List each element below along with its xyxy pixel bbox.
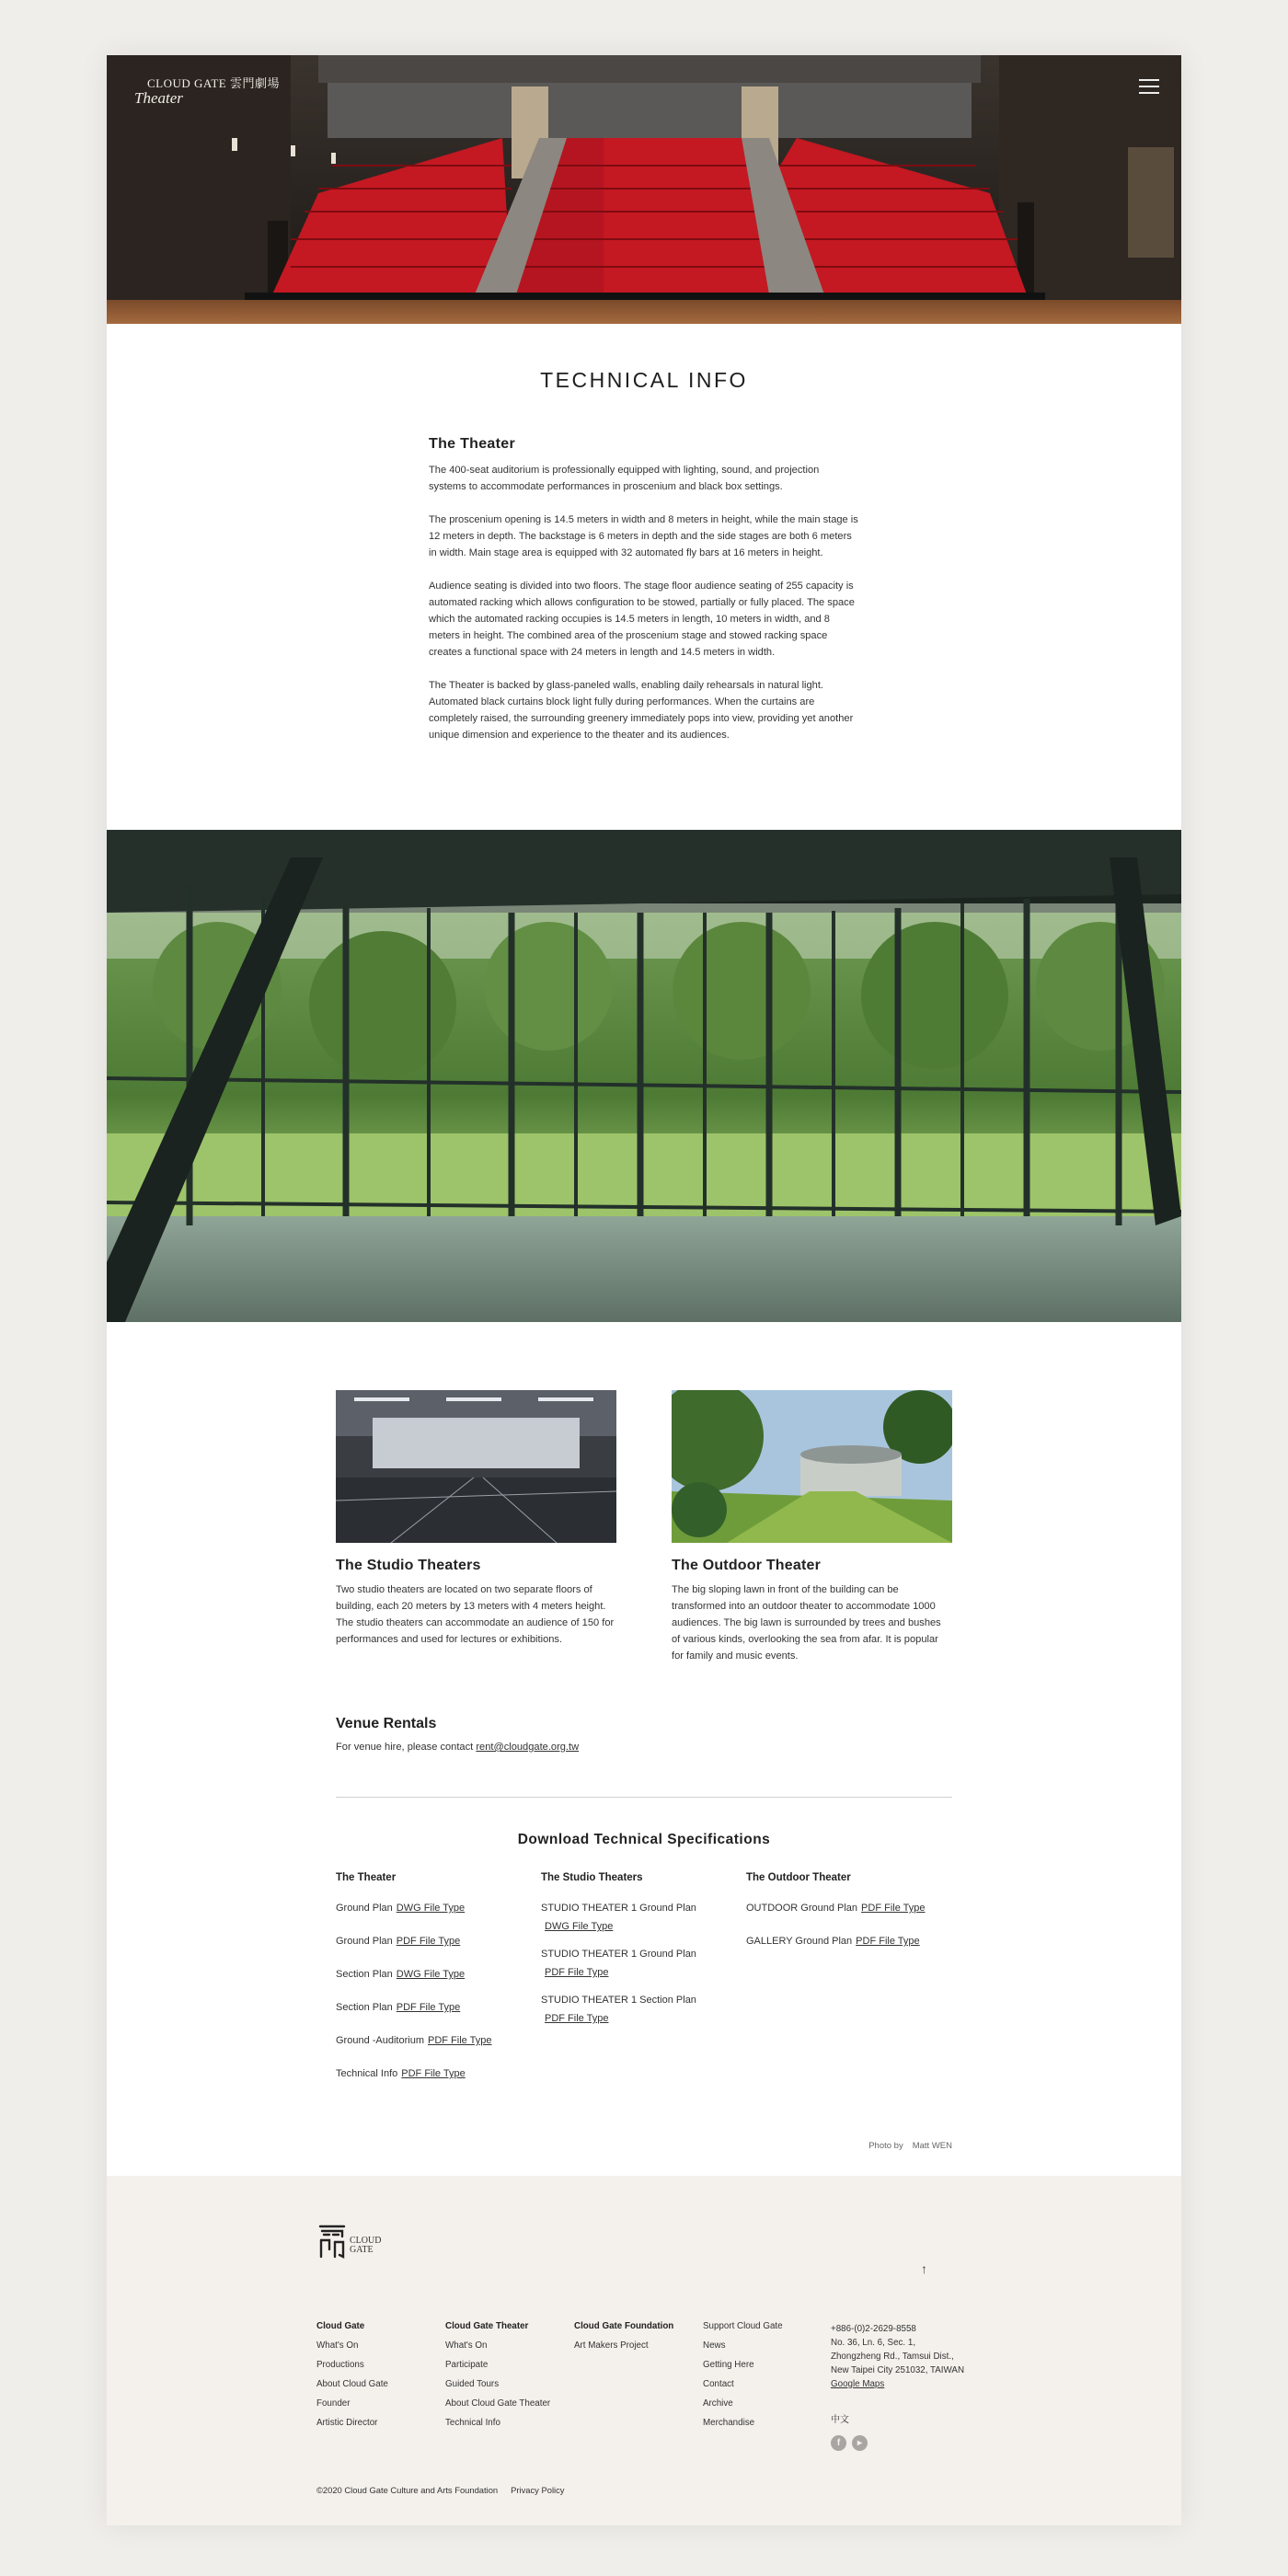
downloads-outdoor-column (746, 1872, 949, 1965)
download-link[interactable]: DWG File Type (545, 1921, 614, 1932)
download-link[interactable]: PDF File Type (396, 2002, 461, 2013)
download-label: Ground -Auditorium (336, 2035, 424, 2046)
download-item (336, 2031, 538, 2050)
outdoor-description: The big sloping lawn in front of the building can be transformed into an outdoor theater to accommodate 1000 audiences. The big lawn is surrounded by trees and bushes of various kinds, overlooking the sea from afar. It is popular for family and music events. (672, 1584, 941, 1662)
footer-link[interactable]: Getting Here (703, 2360, 754, 2370)
footer-logo-line-2: GATE (350, 2245, 374, 2255)
page-title: TECHNICAL INFO (540, 368, 748, 392)
downloads-theater-column (336, 1872, 538, 2098)
download-label: STUDIO THEATER 1 Ground Plan (541, 1949, 696, 1960)
download-label: Ground Plan (336, 1903, 393, 1914)
download-item (541, 1991, 743, 2028)
download-item (746, 1899, 949, 1917)
glass-hall-photo (107, 830, 1181, 1322)
theater-paragraph: The Theater is backed by glass-paneled walls, enabling daily rehearsals in natural light. Automated black curtains block light fully during performances. When the curtains are completely raised, the surrounding greenery immediately pops into view, providing yet another unique dimension and experience to the theater and its audiences. (429, 680, 854, 741)
download-item (336, 2064, 538, 2083)
theater-section (429, 436, 859, 760)
photo-credit-name: Matt WEN (912, 2141, 952, 2151)
footer-heading[interactable]: Cloud Gate (316, 2321, 365, 2331)
download-link[interactable]: PDF File Type (396, 1936, 461, 1947)
downloads-column-heading: The Studio Theaters (541, 1872, 643, 1883)
footer (107, 2176, 1181, 2525)
footer-link[interactable]: What's On (316, 2340, 359, 2351)
download-link[interactable]: DWG File Type (396, 1903, 466, 1914)
copyright-text: ©2020 Cloud Gate Culture and Arts Foundation (316, 2485, 499, 2495)
footer-link[interactable]: Founder (316, 2398, 351, 2409)
download-link[interactable]: PDF File Type (856, 1936, 920, 1947)
footer-link[interactable]: Technical Info (445, 2418, 500, 2428)
download-label: GALLERY Ground Plan (746, 1936, 853, 1947)
downloads-studio-column (541, 1872, 743, 2037)
theater-paragraph: The 400-seat auditorium is professionally equipped with lighting, sound, and projection systems to accommodate performances in proscenium and black box settings. (429, 465, 820, 492)
outdoor-theater-photo (672, 1390, 952, 1543)
footer-link[interactable]: Archive (703, 2398, 733, 2409)
language-switch[interactable]: 中文 (831, 2415, 849, 2425)
venue-text-label: For venue hire, please contact (336, 1742, 477, 1753)
theater-paragraph: The proscenium opening is 14.5 meters in width and 8 meters in height, while the main stage is 12 meters in depth. The backstage is 6 meters in depth and the side stages are both 6 meters in width. Main stage area is equipped with 32 automated fly bars at 16 meters in height. (429, 514, 858, 558)
footer-column-support (703, 2322, 832, 2438)
page (107, 55, 1181, 2525)
download-link[interactable]: DWG File Type (396, 1969, 466, 1980)
download-label: OUTDOOR Ground Plan (746, 1903, 858, 1914)
footer-link[interactable]: Participate (445, 2360, 489, 2370)
photo-credit (868, 2141, 952, 2151)
footer-address (831, 2322, 987, 2391)
footer-heading[interactable]: Cloud Gate Theater (445, 2321, 529, 2331)
downloads-column-heading: The Theater (336, 1872, 397, 1883)
download-link[interactable]: PDF File Type (545, 2013, 609, 2024)
theater-heading: The Theater (429, 436, 515, 452)
footer-link[interactable]: What's On (445, 2340, 488, 2351)
download-item (336, 1899, 538, 1917)
footer-heading[interactable]: Cloud Gate Foundation (574, 2321, 674, 2331)
google-maps-link[interactable]: Google Maps (831, 2379, 885, 2389)
footer-link[interactable]: News (703, 2340, 726, 2351)
downloads-title: Download Technical Specifications (517, 1832, 771, 1847)
venue-email-link[interactable]: rent@cloudgate.org.tw (476, 1742, 580, 1753)
privacy-policy-link[interactable]: Privacy Policy (511, 2485, 565, 2495)
facebook-icon[interactable]: f (831, 2435, 846, 2451)
venue-text (336, 1742, 952, 1753)
download-label: STUDIO THEATER 1 Ground Plan (541, 1903, 696, 1914)
download-item (336, 1998, 538, 2017)
phone-number: +886-(0)2-2629-8558 (831, 2324, 916, 2334)
footer-logo-text (350, 2237, 381, 2255)
footer-link[interactable]: Merchandise (703, 2418, 755, 2428)
venue-rentals (336, 1716, 952, 1753)
logo-line-1: CLOUD GATE 雲門劇場 (147, 76, 280, 90)
download-link[interactable]: PDF File Type (545, 1967, 609, 1978)
footer-link[interactable]: Productions (316, 2360, 364, 2370)
download-label: Section Plan (336, 1969, 393, 1980)
address-line: New Taipei City 251032, TAIWAN (831, 2365, 965, 2375)
scroll-to-top-arrow-icon[interactable]: ↑ (921, 2261, 927, 2276)
venue-heading: Venue Rentals (336, 1716, 437, 1731)
hero-image-auditorium (107, 55, 1181, 324)
footer-column-theater (445, 2322, 574, 2438)
address-line: No. 36, Ln. 6, Sec. 1, (831, 2338, 916, 2348)
download-link[interactable]: PDF File Type (428, 2035, 492, 2046)
studio-theaters-card (336, 1390, 616, 1648)
logo-line-2: Theater (134, 89, 183, 107)
download-item (336, 1932, 538, 1950)
address-line: Zhongzheng Rd., Tamsui Dist., (831, 2352, 954, 2362)
footer-column-foundation (574, 2322, 703, 2361)
theater-paragraph: Audience seating is divided into two floors. The stage floor audience seating of 255 capacity is automated racking which allows configuration to be stowed, partially or fully placed. The space which the automated racking occupies is 14.5 meters in length, 10 meters in width, and 8 meters in height. The combined area of the proscenium stage and stowed racking space creates a functional space with 24 meters in length and 14.5 meters in width. (429, 581, 855, 658)
download-link[interactable]: PDF File Type (401, 2068, 466, 2079)
footer-link[interactable]: Support Cloud Gate (703, 2321, 783, 2331)
download-label: Technical Info (336, 2068, 398, 2079)
glass-hall-illustration (107, 830, 1181, 1322)
download-item (541, 1899, 743, 1936)
outdoor-theater-card (672, 1390, 952, 1664)
download-label: Ground Plan (336, 1936, 393, 1947)
download-label: STUDIO THEATER 1 Section Plan (541, 1995, 696, 2006)
divider (336, 1797, 952, 1798)
hamburger-menu-icon[interactable] (1139, 79, 1159, 94)
theater-logo[interactable] (134, 74, 280, 108)
footer-link[interactable]: Contact (703, 2379, 734, 2389)
cloud-gate-logo-icon[interactable] (316, 2222, 348, 2260)
footer-link[interactable]: Artistic Director (316, 2418, 378, 2428)
download-item (336, 1965, 538, 1984)
outdoor-heading: The Outdoor Theater (672, 1558, 822, 1573)
download-link[interactable]: PDF File Type (861, 1903, 926, 1914)
footer-link[interactable]: About Cloud Gate (316, 2379, 388, 2389)
footer-column-cloud-gate (316, 2322, 445, 2438)
downloads-column-heading: The Outdoor Theater (746, 1872, 851, 1883)
footer-link[interactable]: Art Makers Project (574, 2340, 649, 2351)
youtube-icon[interactable]: ▸ (852, 2435, 868, 2451)
download-item (746, 1932, 949, 1950)
footer-link[interactable]: Guided Tours (445, 2379, 500, 2389)
studio-description: Two studio theaters are located on two separate floors of building, each 20 meters by 13 meters with 4 meters height. The studio theaters can accommodate an audience of 150 for performances and used for lectures or exhibitions. (336, 1584, 615, 1645)
download-label: Section Plan (336, 2002, 393, 2013)
studio-theater-photo (336, 1390, 616, 1543)
photo-credit-label: Photo by (868, 2141, 903, 2151)
copyright (316, 2485, 565, 2495)
footer-logo-line-1: CLOUD (350, 2236, 382, 2246)
studio-heading: The Studio Theaters (336, 1558, 481, 1573)
download-item (541, 1945, 743, 1982)
footer-link[interactable]: About Cloud Gate Theater (445, 2398, 551, 2409)
